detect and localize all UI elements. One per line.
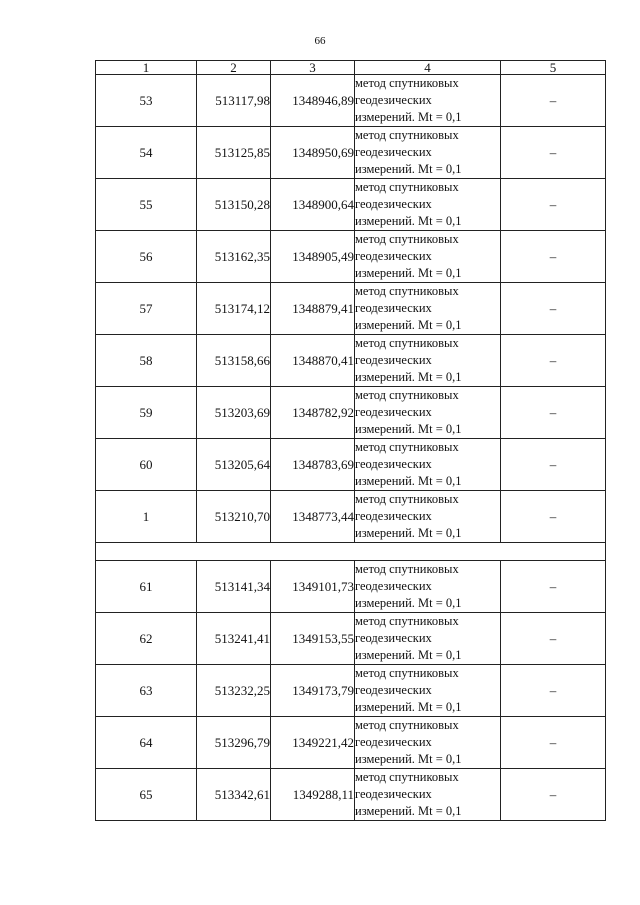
point-number-cell: 58: [96, 335, 197, 387]
y-coordinate-cell: 1348905,49: [271, 231, 355, 283]
page-number: 66: [314, 35, 326, 47]
method-line: измерений. Mt = 0,1: [355, 266, 462, 280]
header-cell-2: 2: [197, 61, 271, 75]
x-coordinate-cell: 513158,66: [197, 335, 271, 387]
dash-cell: –: [501, 769, 606, 821]
method-cell: [355, 75, 501, 127]
dash-cell: –: [501, 231, 606, 283]
method-cell: [355, 127, 501, 179]
x-coordinate-cell: 513232,25: [197, 665, 271, 717]
point-number-cell: 62: [96, 613, 197, 665]
x-coordinate-cell: 513125,85: [197, 127, 271, 179]
dash-cell: –: [501, 613, 606, 665]
y-coordinate-cell: 1349153,55: [271, 613, 355, 665]
method-line: измерений. Mt = 0,1: [355, 162, 462, 176]
x-coordinate-cell: 513210,70: [197, 491, 271, 543]
table-row: [96, 387, 606, 439]
x-coordinate-cell: 513296,79: [197, 717, 271, 769]
method-line: геодезических: [355, 197, 432, 211]
x-coordinate-cell: 513205,64: [197, 439, 271, 491]
method-cell: [355, 561, 501, 613]
table-row: [96, 717, 606, 769]
method-line: измерений. Mt = 0,1: [355, 752, 462, 766]
header-cell-1: 1: [96, 61, 197, 75]
x-coordinate-cell: 513117,98: [197, 75, 271, 127]
table-row: [96, 439, 606, 491]
method-line: метод спутниковых: [355, 76, 459, 90]
dash-cell: –: [501, 179, 606, 231]
point-number-cell: 53: [96, 75, 197, 127]
table-row: [96, 231, 606, 283]
dash-cell: –: [501, 439, 606, 491]
y-coordinate-cell: 1348900,64: [271, 179, 355, 231]
method-cell: [355, 491, 501, 543]
point-number-cell: 61: [96, 561, 197, 613]
method-line: метод спутниковых: [355, 440, 459, 454]
method-line: измерений. Mt = 0,1: [355, 214, 462, 228]
point-number-cell: 64: [96, 717, 197, 769]
method-cell: [355, 613, 501, 665]
point-number-cell: 59: [96, 387, 197, 439]
point-number-cell: 1: [96, 491, 197, 543]
point-number-cell: 57: [96, 283, 197, 335]
y-coordinate-cell: 1349221,42: [271, 717, 355, 769]
point-number-cell: 54: [96, 127, 197, 179]
table-row: [96, 769, 606, 821]
dash-cell: –: [501, 75, 606, 127]
point-number-cell: 56: [96, 231, 197, 283]
header-cell-5: 5: [501, 61, 606, 75]
coordinates-table: [95, 60, 606, 821]
method-line: метод спутниковых: [355, 666, 459, 680]
method-line: геодезических: [355, 509, 432, 523]
dash-cell: –: [501, 491, 606, 543]
point-number-cell: 55: [96, 179, 197, 231]
method-line: геодезических: [355, 301, 432, 315]
dash-cell: –: [501, 335, 606, 387]
method-cell: [355, 335, 501, 387]
method-cell: [355, 387, 501, 439]
method-cell: [355, 179, 501, 231]
table-row: [96, 335, 606, 387]
table-row: [96, 75, 606, 127]
method-line: геодезических: [355, 353, 432, 367]
method-line: метод спутниковых: [355, 284, 459, 298]
dash-cell: –: [501, 387, 606, 439]
method-line: метод спутниковых: [355, 336, 459, 350]
method-line: измерений. Mt = 0,1: [355, 596, 462, 610]
table-row: [96, 665, 606, 717]
x-coordinate-cell: 513174,12: [197, 283, 271, 335]
method-line: метод спутниковых: [355, 770, 459, 784]
method-cell: [355, 665, 501, 717]
y-coordinate-cell: 1348870,41: [271, 335, 355, 387]
y-coordinate-cell: 1348773,44: [271, 491, 355, 543]
y-coordinate-cell: 1348783,69: [271, 439, 355, 491]
method-line: измерений. Mt = 0,1: [355, 804, 462, 818]
method-line: измерений. Mt = 0,1: [355, 526, 462, 540]
y-coordinate-cell: 1348946,89: [271, 75, 355, 127]
header-cell-4: 4: [355, 61, 501, 75]
y-coordinate-cell: 1349173,79: [271, 665, 355, 717]
dash-cell: –: [501, 717, 606, 769]
x-coordinate-cell: 513150,28: [197, 179, 271, 231]
method-line: геодезических: [355, 405, 432, 419]
method-line: метод спутниковых: [355, 718, 459, 732]
method-line: геодезических: [355, 787, 432, 801]
separator-cell: [96, 543, 606, 561]
method-line: измерений. Mt = 0,1: [355, 648, 462, 662]
table-row: [96, 127, 606, 179]
header-cell-3: 3: [271, 61, 355, 75]
y-coordinate-cell: 1348782,92: [271, 387, 355, 439]
y-coordinate-cell: 1349101,73: [271, 561, 355, 613]
x-coordinate-cell: 513203,69: [197, 387, 271, 439]
separator-row: [96, 543, 606, 561]
method-line: измерений. Mt = 0,1: [355, 422, 462, 436]
y-coordinate-cell: 1348950,69: [271, 127, 355, 179]
method-line: измерений. Mt = 0,1: [355, 370, 462, 384]
method-line: геодезических: [355, 683, 432, 697]
x-coordinate-cell: 513342,61: [197, 769, 271, 821]
point-number-cell: 63: [96, 665, 197, 717]
method-line: метод спутниковых: [355, 562, 459, 576]
method-line: метод спутниковых: [355, 492, 459, 506]
method-line: геодезических: [355, 735, 432, 749]
point-number-cell: 60: [96, 439, 197, 491]
dash-cell: –: [501, 127, 606, 179]
method-line: метод спутниковых: [355, 232, 459, 246]
method-line: измерений. Mt = 0,1: [355, 318, 462, 332]
x-coordinate-cell: 513241,41: [197, 613, 271, 665]
method-line: геодезических: [355, 579, 432, 593]
method-cell: [355, 231, 501, 283]
method-cell: [355, 283, 501, 335]
method-cell: [355, 439, 501, 491]
x-coordinate-cell: 513141,34: [197, 561, 271, 613]
point-number-cell: 65: [96, 769, 197, 821]
dash-cell: –: [501, 665, 606, 717]
y-coordinate-cell: 1349288,11: [271, 769, 355, 821]
method-line: измерений. Mt = 0,1: [355, 110, 462, 124]
table-row: [96, 179, 606, 231]
table-row: [96, 561, 606, 613]
dash-cell: –: [501, 561, 606, 613]
method-line: метод спутниковых: [355, 128, 459, 142]
method-line: метод спутниковых: [355, 388, 459, 402]
method-line: геодезических: [355, 631, 432, 645]
method-line: геодезических: [355, 145, 432, 159]
table-row: [96, 283, 606, 335]
method-line: метод спутниковых: [355, 614, 459, 628]
table-row: [96, 613, 606, 665]
x-coordinate-cell: 513162,35: [197, 231, 271, 283]
method-cell: [355, 717, 501, 769]
method-line: геодезических: [355, 457, 432, 471]
dash-cell: –: [501, 283, 606, 335]
method-line: измерений. Mt = 0,1: [355, 700, 462, 714]
method-line: метод спутниковых: [355, 180, 459, 194]
method-line: геодезических: [355, 249, 432, 263]
y-coordinate-cell: 1348879,41: [271, 283, 355, 335]
table-row: [96, 491, 606, 543]
method-cell: [355, 769, 501, 821]
header-row: [96, 61, 606, 75]
method-line: геодезических: [355, 93, 432, 107]
method-line: измерений. Mt = 0,1: [355, 474, 462, 488]
